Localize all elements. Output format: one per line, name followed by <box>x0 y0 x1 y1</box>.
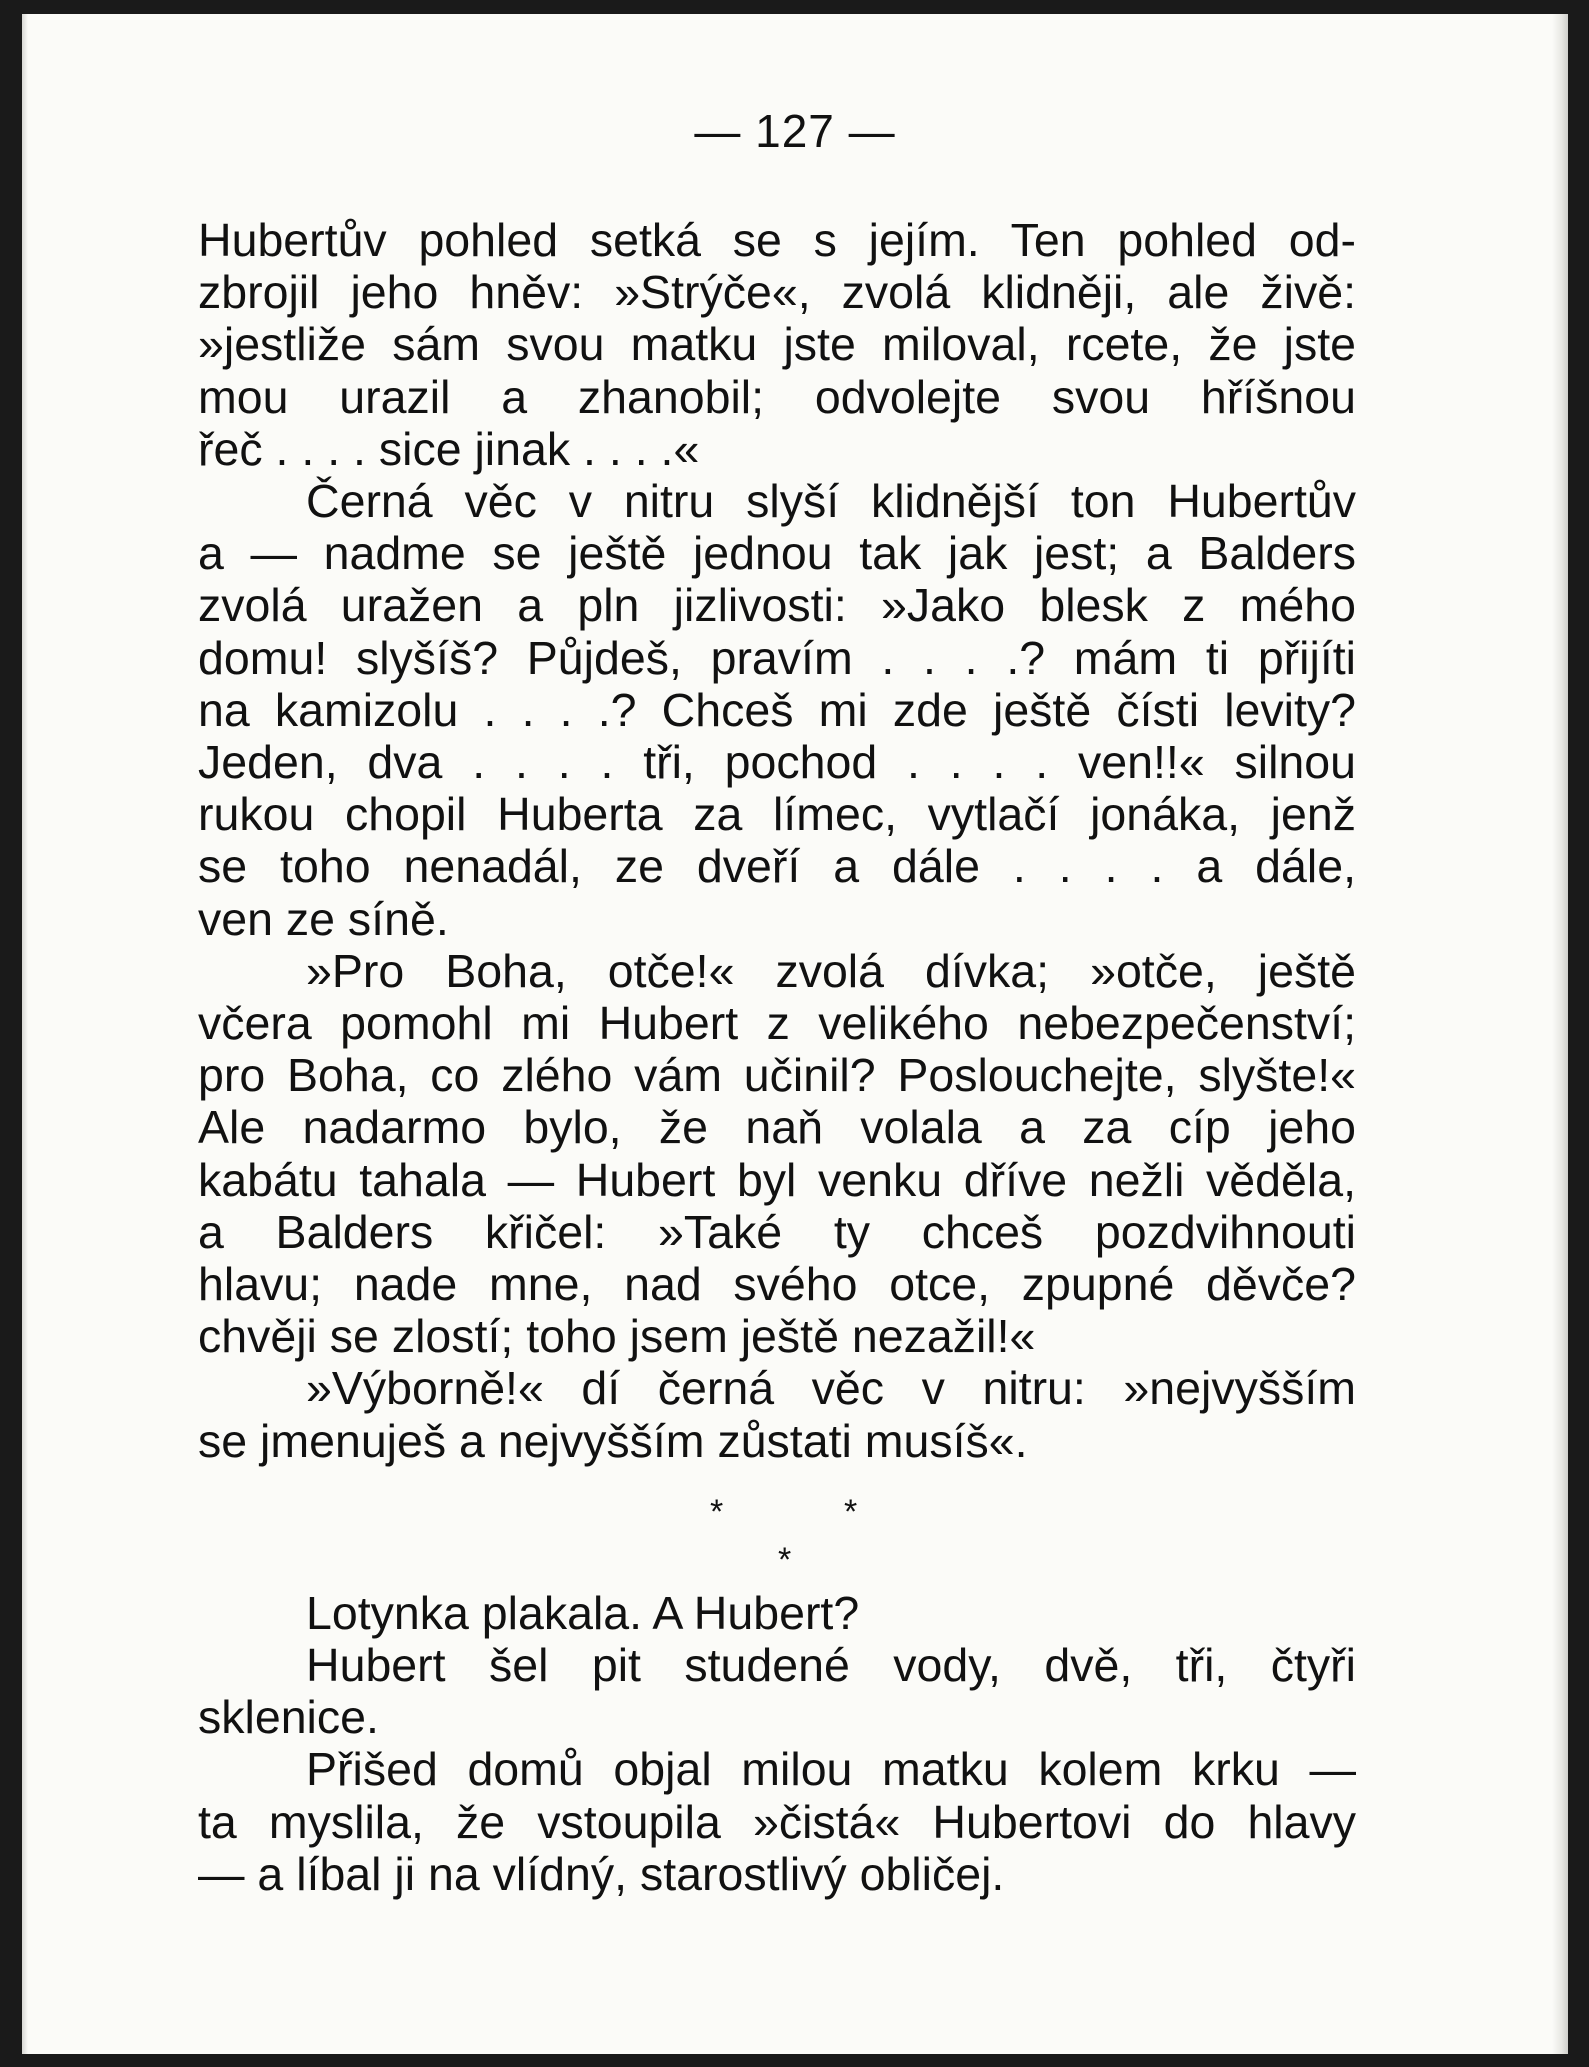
text-line: »jestliže sám svou matku jste miloval, rcete, že jste <box>198 318 1356 371</box>
text-line: Ale nadarmo bylo, že naň volala a za cíp jeho <box>198 1101 1356 1154</box>
text-line: rukou chopil Huberta za límec, vytlačí jonáka, jenž <box>198 788 1356 841</box>
text-line: ta myslila, že vstoupila »čistá« Hubertovi do hlavy <box>198 1795 1356 1848</box>
text-line: domu! slyšíš? Půjdeš, pravím . . . .? mám ti přijíti <box>198 631 1356 684</box>
text-line: mou urazil a zhanobil; odvolejte svou hříšnou <box>198 370 1356 423</box>
text-line: na kamizolu . . . .? Chceš mi zde ještě čísti levity? <box>198 683 1356 736</box>
text-line: sklenice. <box>198 1691 379 1744</box>
body-text <box>198 214 1356 1900</box>
text-line: — a líbal ji na vlídný, starostlivý obličej. <box>198 1847 1005 1900</box>
text-line: »Pro Boha, otče!« zvolá dívka; »otče, ještě <box>306 944 1356 997</box>
text-line: zbrojil jeho hněv: »Strýče«, zvolá klidněji, ale živě: <box>198 266 1356 319</box>
separator-star: * <box>710 1492 724 1531</box>
text-line: pro Boha, co zlého vám učinil? Poslouchejte, slyšte!« <box>198 1049 1356 1102</box>
page-left-edge <box>22 14 28 2054</box>
separator-star: * <box>844 1492 858 1531</box>
book-page <box>22 14 1568 2054</box>
text-line: »Výborně!« dí černá věc v nitru: »nejvyšším <box>306 1362 1356 1415</box>
separator-star: * <box>778 1540 792 1579</box>
page-right-edge <box>1552 14 1568 2054</box>
text-line: Hubertův pohled setká se s jejím. Ten pohled od- <box>198 214 1356 266</box>
text-line: se toho nenadál, ze dveří a dále . . . . a dále, <box>198 840 1356 893</box>
text-line: kabátu tahala — Hubert byl venku dříve nežli věděla, <box>198 1153 1356 1206</box>
text-line: Hubert šel pit studené vody, dvě, tři, čtyři <box>306 1639 1356 1692</box>
text-line: ven ze síně. <box>198 892 449 945</box>
text-line: a Balders křičel: »Také ty chceš pozdvihnouti <box>198 1205 1356 1258</box>
text-line: včera pomohl mi Hubert z velikého nebezpečenství; <box>198 997 1356 1050</box>
page-number: — 127 — <box>694 105 896 157</box>
text-line: Přišed domů objal milou matku kolem krku — <box>306 1743 1356 1796</box>
text-line: se jmenuješ a nejvyšším zůstati musíš«. <box>198 1414 1028 1467</box>
text-line: a — nadme se ještě jednou tak jak jest; a Balders <box>198 527 1356 580</box>
text-line: chvěji se zlostí; toho jsem ještě nezažil!« <box>198 1310 1036 1363</box>
text-line: hlavu; nade mne, nad svého otce, zpupné děvče? <box>198 1258 1356 1311</box>
text-line: Jeden, dva . . . . tři, pochod . . . . ven!!« silnou <box>198 736 1356 789</box>
text-line: Lotynka plakala. A Hubert? <box>306 1586 860 1639</box>
text-line: Černá věc v nitru slyší klidnější ton Hubertův <box>306 475 1356 528</box>
section-separator <box>198 1467 1356 1587</box>
text-line: řeč . . . . sice jinak . . . .« <box>198 422 700 475</box>
text-line: zvolá uražen a pln jizlivosti: »Jako blesk z mého <box>198 579 1356 632</box>
